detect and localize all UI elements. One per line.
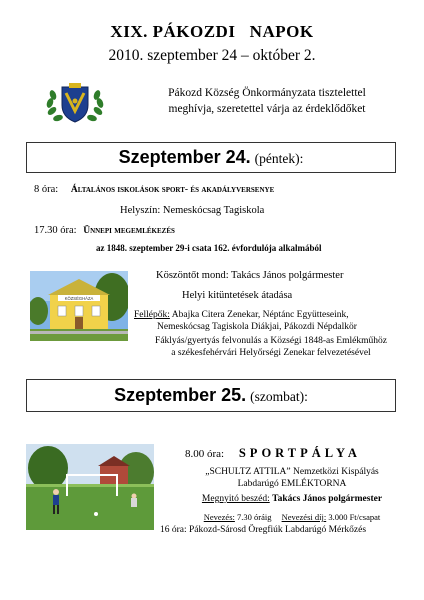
- event1-time: 8 óra:: [34, 184, 59, 195]
- cup-title: [182, 466, 402, 490]
- torch-line-1: Fáklyás/gyertyás felvonulás a Községi 1848-as Emlékműhöz: [155, 336, 387, 346]
- opening-speaker: Takács János polgármester: [272, 494, 383, 504]
- performers-block: [134, 309, 357, 333]
- day2-date: Szeptember 25.: [114, 385, 247, 405]
- day2-event: [185, 446, 361, 461]
- torch-procession: [136, 335, 406, 359]
- event2-subtitle: az 1848. szeptember 29-i csata 162. évfordulója alkalmából: [96, 243, 322, 253]
- day1-weekday: (péntek):: [254, 151, 304, 166]
- event-title: XIX. PÁKOZDI NAPOK: [110, 22, 314, 41]
- event2-time: 17.30 óra:: [34, 225, 77, 236]
- event1-title: Általános iskolások sport- és akadályversenye: [70, 185, 275, 195]
- opening-speech: [182, 494, 402, 504]
- registration-time: 7.30 óráig: [237, 512, 272, 522]
- oldboys-match: 16 óra: Pákozd-Sárosd Öregfiúk Labdarúgó Mérkőzés: [160, 525, 367, 535]
- invite-line-1: Pákozd Község Önkormányzata tisztelettel: [168, 87, 366, 99]
- cup-line-2: Labdarúgó EMLÉKTORNA: [237, 479, 347, 489]
- cup-line-1: „SCHULTZ ATTILA” Nemzetközi Kispályás: [205, 467, 379, 477]
- day2-header-box: [26, 379, 396, 412]
- fee-label: Nevezési díj:: [281, 512, 327, 522]
- greeting-line: Köszöntőt mond: Takács János polgármester: [156, 270, 344, 281]
- registration-label: Nevezés:: [203, 512, 235, 522]
- invite-line-2: meghívja, szeretettel várja az érdeklődőket: [168, 103, 366, 115]
- day1-event2: [34, 225, 175, 236]
- day2-time: 8.00 óra:: [185, 448, 225, 460]
- event-dates: 2010. szeptember 24 – október 2.: [108, 47, 316, 64]
- awards-line: Helyi kitüntetések átadása: [182, 290, 293, 301]
- event2-title: Ünnepi megemlékezés: [83, 226, 175, 236]
- day2-weekday: (szombat):: [250, 389, 308, 404]
- village-hall-photo: [30, 271, 128, 341]
- event1-venue: Helyszín: Nemeskócsag Tagiskola: [120, 205, 265, 216]
- registration-info: [182, 512, 402, 522]
- opening-label: Megnyitó beszéd:: [201, 494, 270, 504]
- performers-label: Fellépők:: [134, 310, 170, 320]
- day1-date: Szeptember 24.: [118, 147, 251, 167]
- football-photo: [26, 444, 154, 530]
- building-sign: KÖZSÉGHÁZA: [64, 296, 94, 301]
- day1-header-box: [26, 142, 396, 173]
- performers-line-2: Nemeskócsag Tagiskola Diákjai, Pákozdi Népdalkör: [157, 322, 357, 332]
- day1-event1: [34, 184, 274, 195]
- fee-value: 3.000 Ft/csapat: [328, 512, 381, 522]
- torch-line-2: a székesfehérvári Helyőrségi Zenekar felvezetésével: [171, 348, 371, 358]
- invitation-text: [122, 85, 412, 117]
- day2-place: SPORTPÁLYA: [238, 446, 361, 460]
- village-crest-icon: [44, 81, 106, 125]
- performers-line-1: Abajka Citera Zenekar, Néptánc Együtteseink,: [171, 310, 349, 320]
